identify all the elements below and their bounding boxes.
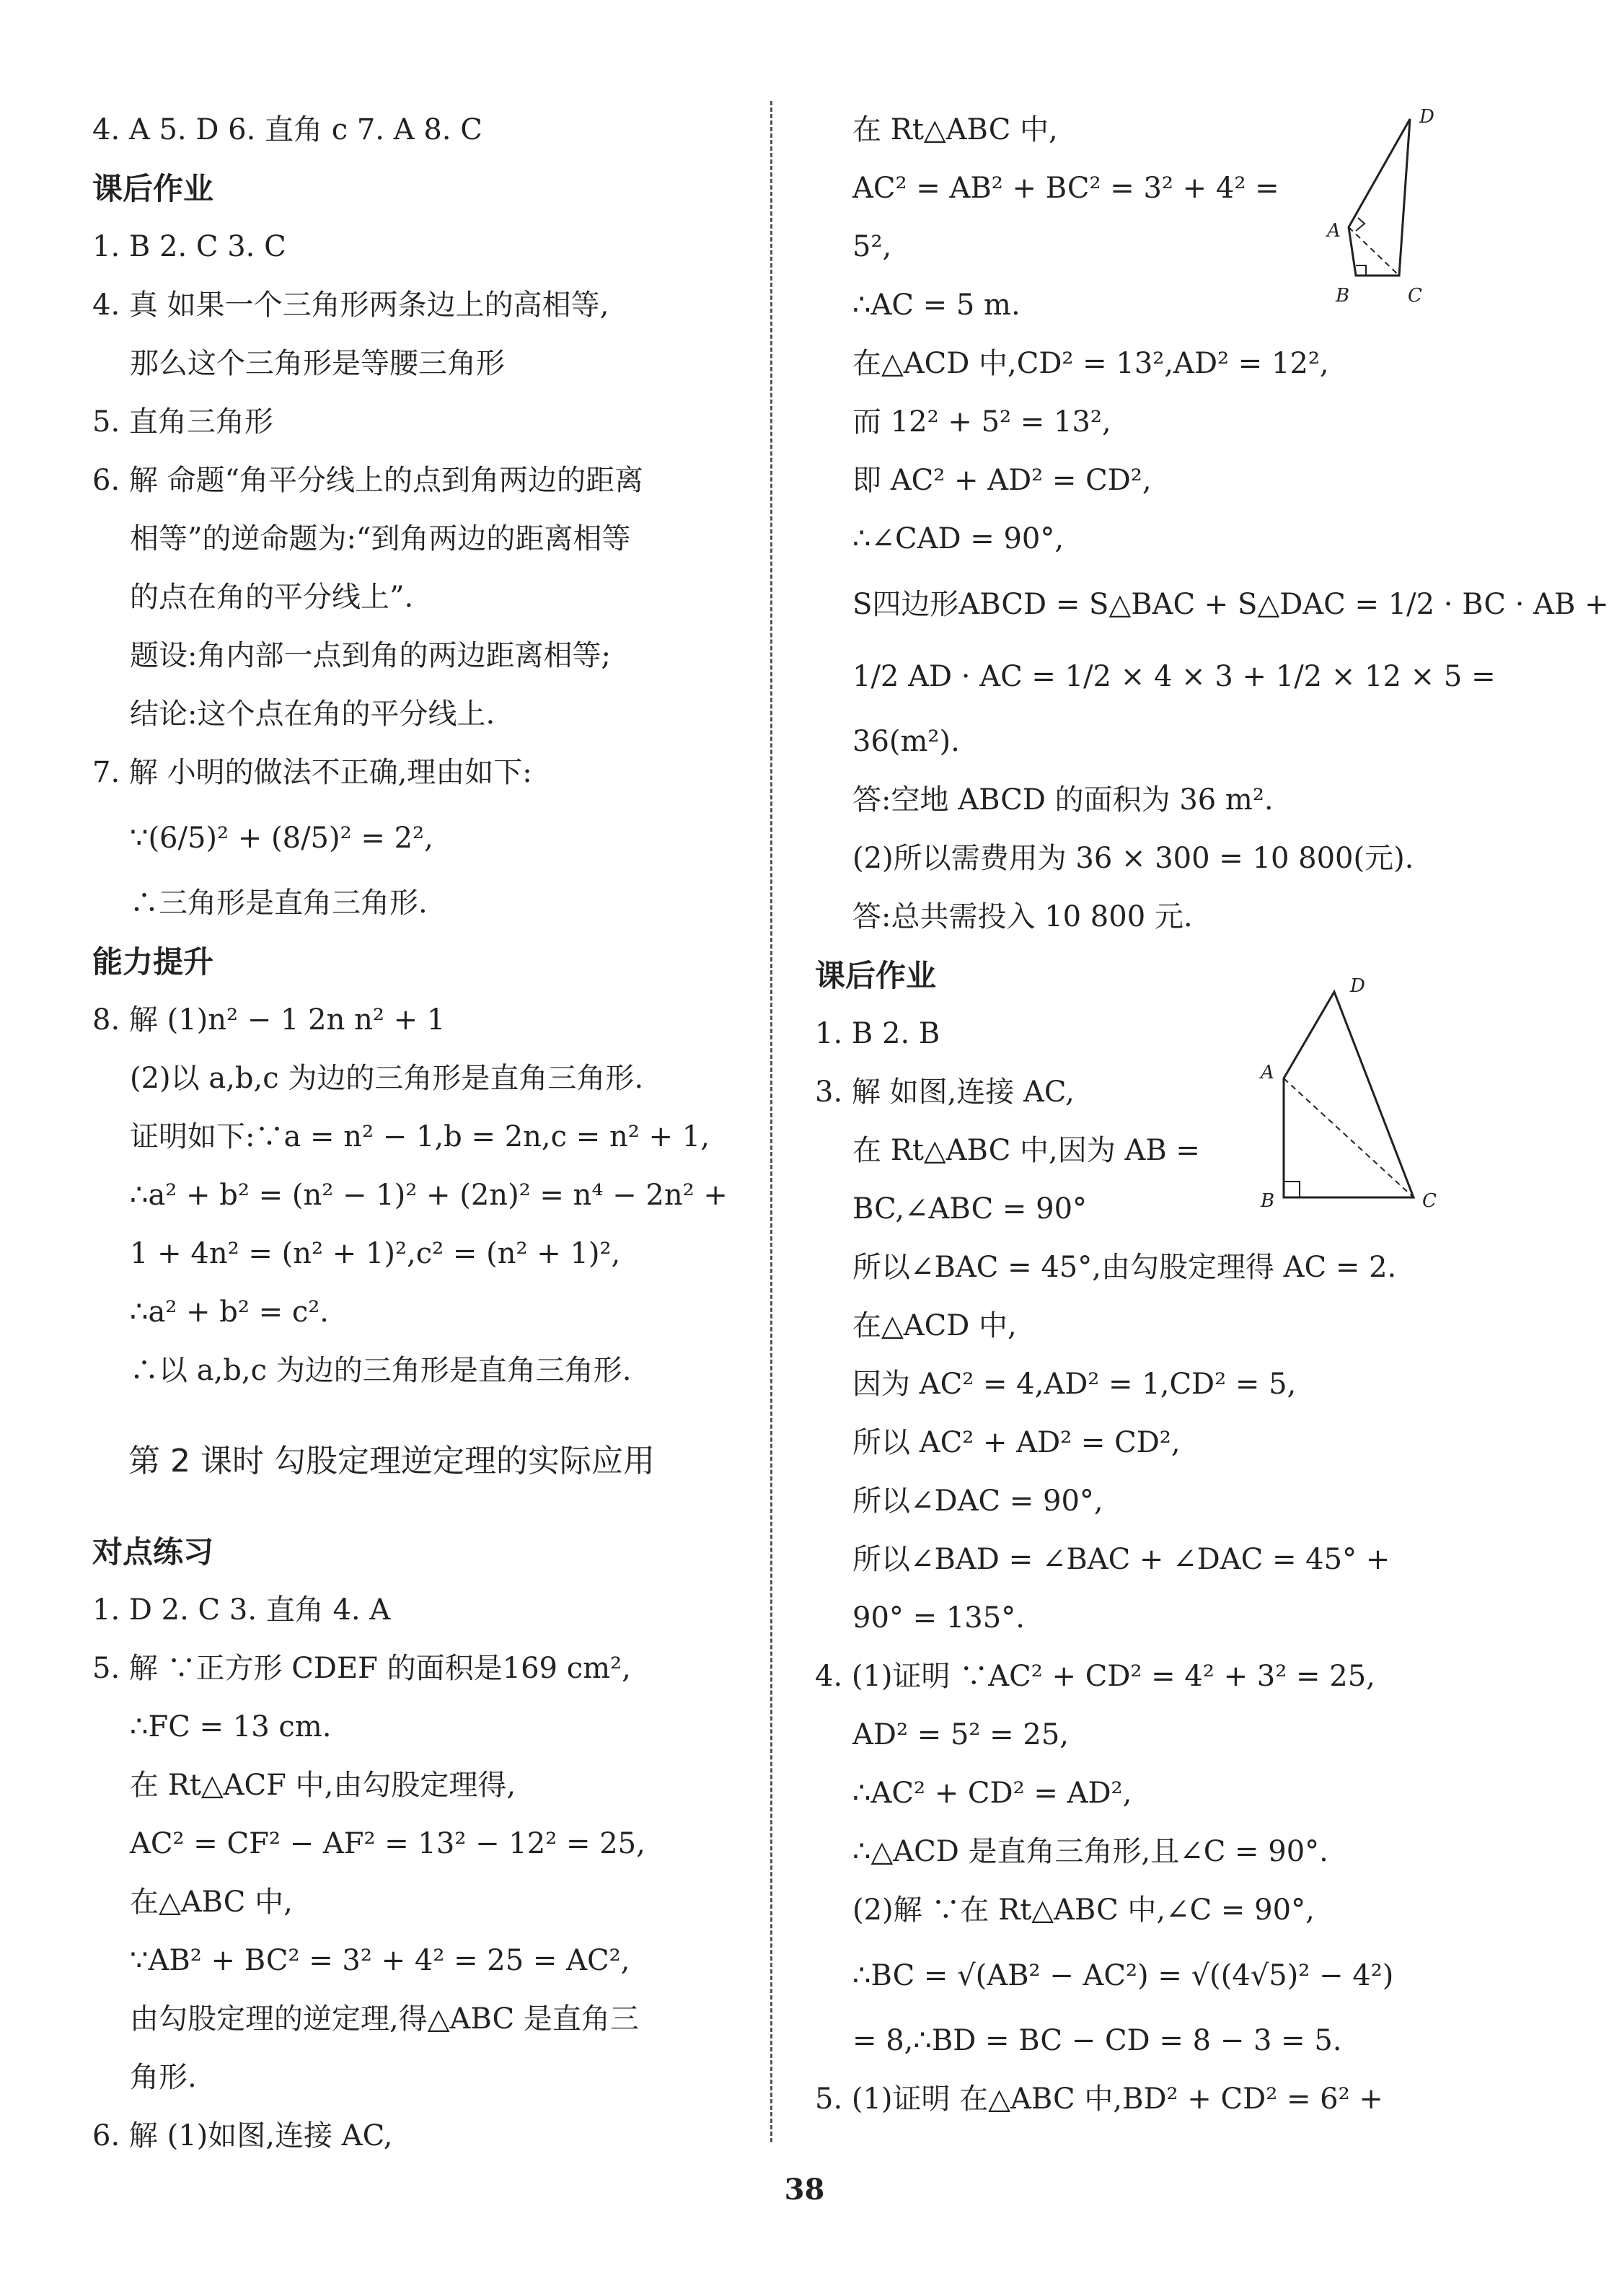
right-line-7: ∴∠CAD = 90°, bbox=[852, 522, 1064, 555]
left-line-32: 角形. bbox=[130, 2061, 197, 2094]
right-line-6: 即 AC² + AD² = CD², bbox=[852, 464, 1152, 497]
left-line-27: 在 Rt△ACF 中,由勾股定理得, bbox=[130, 1769, 516, 1802]
right-line-18: BC,∠ABC = 90° bbox=[852, 1192, 1088, 1226]
left-line-9: 题设:角内部一点到角的两边距离相等; bbox=[130, 639, 611, 672]
left-line-10: 结论:这个点在角的平分线上. bbox=[130, 698, 495, 731]
left-column bbox=[92, 101, 756, 2165]
right-line-22: 所以 AC² + AD² = CD², bbox=[852, 1426, 1181, 1459]
page-number: 38 bbox=[784, 2173, 825, 2207]
right-line-10: 36(m²). bbox=[852, 725, 960, 758]
right-line-14: 课后作业 bbox=[815, 958, 937, 993]
figure-quadrilateral-abcd-1 bbox=[1255, 101, 1464, 317]
right-line-0: 在 Rt△ABC 中, bbox=[852, 113, 1058, 146]
left-line-22: 第 2 课时 勾股定理逆定理的实际应用 bbox=[128, 1443, 655, 1479]
right-line-19: 所以∠BAC = 45°,由勾股定理得 AC = 2. bbox=[852, 1251, 1397, 1284]
right-line-26: 4. (1)证明 ∵AC² + CD² = 4² + 3² = 25, bbox=[815, 1660, 1375, 1693]
left-line-19: 1 + 4n² = (n² + 1)²,c² = (n² + 1)², bbox=[130, 1237, 621, 1270]
right-line-33: 5. (1)证明 在△ABC 中,BD² + CD² = 6² + bbox=[815, 2082, 1383, 2116]
right-line-29: ∴△ACD 是直角三角形,且∠C = 90°. bbox=[852, 1835, 1328, 1868]
column-divider bbox=[770, 101, 772, 2142]
left-line-24: 1. D 2. C 3. 直角 4. A bbox=[92, 1593, 391, 1627]
right-line-24: 所以∠BAD = ∠BAC + ∠DAC = 45° + bbox=[852, 1543, 1390, 1576]
left-line-2: 1. B 2. C 3. C bbox=[92, 230, 286, 263]
fig2-label-d: D bbox=[1350, 977, 1365, 997]
left-line-18: ∴a² + b² = (n² − 1)² + (2n)² = n⁴ − 2n² + bbox=[130, 1179, 728, 1212]
right-line-31: ∴BC = √(AB² − AC²) = √((4√5)² − 4²) bbox=[852, 1959, 1394, 1992]
left-line-0: 4. A 5. D 6. 直角 c 7. A 8. C bbox=[92, 113, 482, 146]
right-line-21: 因为 AC² = 4,AD² = 1,CD² = 5, bbox=[852, 1368, 1297, 1401]
right-line-20: 在△ACD 中, bbox=[852, 1309, 1017, 1342]
left-line-33: 6. 解 (1)如图,连接 AC, bbox=[92, 2119, 393, 2152]
fig2-label-a: A bbox=[1261, 1062, 1274, 1083]
left-line-28: AC² = CF² − AF² = 13² − 12² = 25, bbox=[130, 1827, 645, 1860]
fig1-label-c: C bbox=[1408, 285, 1422, 307]
left-line-4: 那么这个三角形是等腰三角形 bbox=[130, 347, 505, 380]
right-line-25: 90° = 135°. bbox=[852, 1601, 1025, 1635]
left-line-6: 6. 解 命题“角平分线上的点到角两边的距离 bbox=[92, 464, 644, 497]
right-line-4: 在△ACD 中,CD² = 13²,AD² = 12², bbox=[852, 347, 1329, 380]
right-line-15: 1. B 2. B bbox=[815, 1017, 940, 1050]
left-line-5: 5. 直角三角形 bbox=[92, 405, 273, 439]
left-line-8: 的点在角的平分线上”. bbox=[130, 581, 414, 614]
right-line-32: = 8,∴BD = BC − CD = 8 − 3 = 5. bbox=[852, 2024, 1342, 2057]
right-line-9: 1/2 AD · AC = 1/2 × 4 × 3 + 1/2 × 12 × 5 = bbox=[852, 660, 1496, 693]
right-line-13: 答:总共需投入 10 800 元. bbox=[852, 900, 1193, 933]
right-line-17: 在 Rt△ABC 中,因为 AB = bbox=[852, 1134, 1200, 1167]
right-line-2: 5², bbox=[852, 230, 892, 263]
right-line-11: 答:空地 ABCD 的面积为 36 m². bbox=[852, 783, 1274, 817]
right-line-5: 而 12² + 5² = 13², bbox=[852, 405, 1111, 439]
left-line-23: 对点练习 bbox=[92, 1534, 214, 1570]
left-line-20: ∴a² + b² = c². bbox=[130, 1296, 330, 1329]
left-line-1: 课后作业 bbox=[92, 171, 214, 206]
right-line-12: (2)所以需费用为 36 × 300 = 10 800(元). bbox=[852, 842, 1414, 875]
fig2-label-c: C bbox=[1422, 1190, 1437, 1212]
right-line-8: S四边形ABCD = S△BAC + S△DAC = 1/2 · BC · AB + bbox=[852, 588, 1609, 621]
right-line-28: ∴AC² + CD² = AD², bbox=[852, 1777, 1132, 1810]
left-line-3: 4. 真 如果一个三角形两条边上的高相等, bbox=[92, 289, 609, 322]
left-line-13: ∴三角形是直角三角形. bbox=[130, 887, 428, 920]
left-line-26: ∴FC = 13 cm. bbox=[130, 1710, 332, 1743]
right-line-27: AD² = 5² = 25, bbox=[852, 1718, 1069, 1751]
right-line-30: (2)解 ∵在 Rt△ABC 中,∠C = 90°, bbox=[852, 1893, 1315, 1927]
left-line-21: ∴以 a,b,c 为边的三角形是直角三角形. bbox=[130, 1354, 632, 1387]
left-line-17: 证明如下:∵a = n² − 1,b = 2n,c = n² + 1, bbox=[130, 1120, 710, 1153]
fig1-label-a: A bbox=[1327, 220, 1341, 242]
fig2-label-b: B bbox=[1261, 1190, 1275, 1212]
left-line-12: ∵(6/5)² + (8/5)² = 2², bbox=[130, 822, 433, 855]
right-line-16: 3. 解 如图,连接 AC, bbox=[815, 1076, 1075, 1109]
right-line-1: AC² = AB² + BC² = 3² + 4² = bbox=[852, 172, 1279, 205]
left-line-25: 5. 解 ∵正方形 CDEF 的面积是169 cm², bbox=[92, 1652, 631, 1685]
left-line-31: 由勾股定理的逆定理,得△ABC 是直角三 bbox=[130, 2002, 639, 2036]
left-line-15: 8. 解 (1)n² − 1 2n n² + 1 bbox=[92, 1003, 446, 1037]
left-line-16: (2)以 a,b,c 为边的三角形是直角三角形. bbox=[130, 1062, 644, 1095]
right-line-23: 所以∠DAC = 90°, bbox=[852, 1485, 1103, 1518]
right-line-3: ∴AC = 5 m. bbox=[852, 289, 1020, 322]
left-line-11: 7. 解 小明的做法不正确,理由如下: bbox=[92, 756, 532, 789]
left-line-7: 相等”的逆命题为:“到角两边的距离相等 bbox=[130, 522, 631, 555]
left-line-30: ∵AB² + BC² = 3² + 4² = 25 = AC², bbox=[130, 1944, 630, 1977]
left-line-29: 在△ABC 中, bbox=[130, 1886, 293, 1919]
fig1-label-b: B bbox=[1336, 285, 1350, 307]
left-line-14: 能力提升 bbox=[92, 944, 214, 980]
fig1-label-d: D bbox=[1419, 106, 1434, 128]
figure-quadrilateral-abcd-2 bbox=[1255, 977, 1464, 1223]
